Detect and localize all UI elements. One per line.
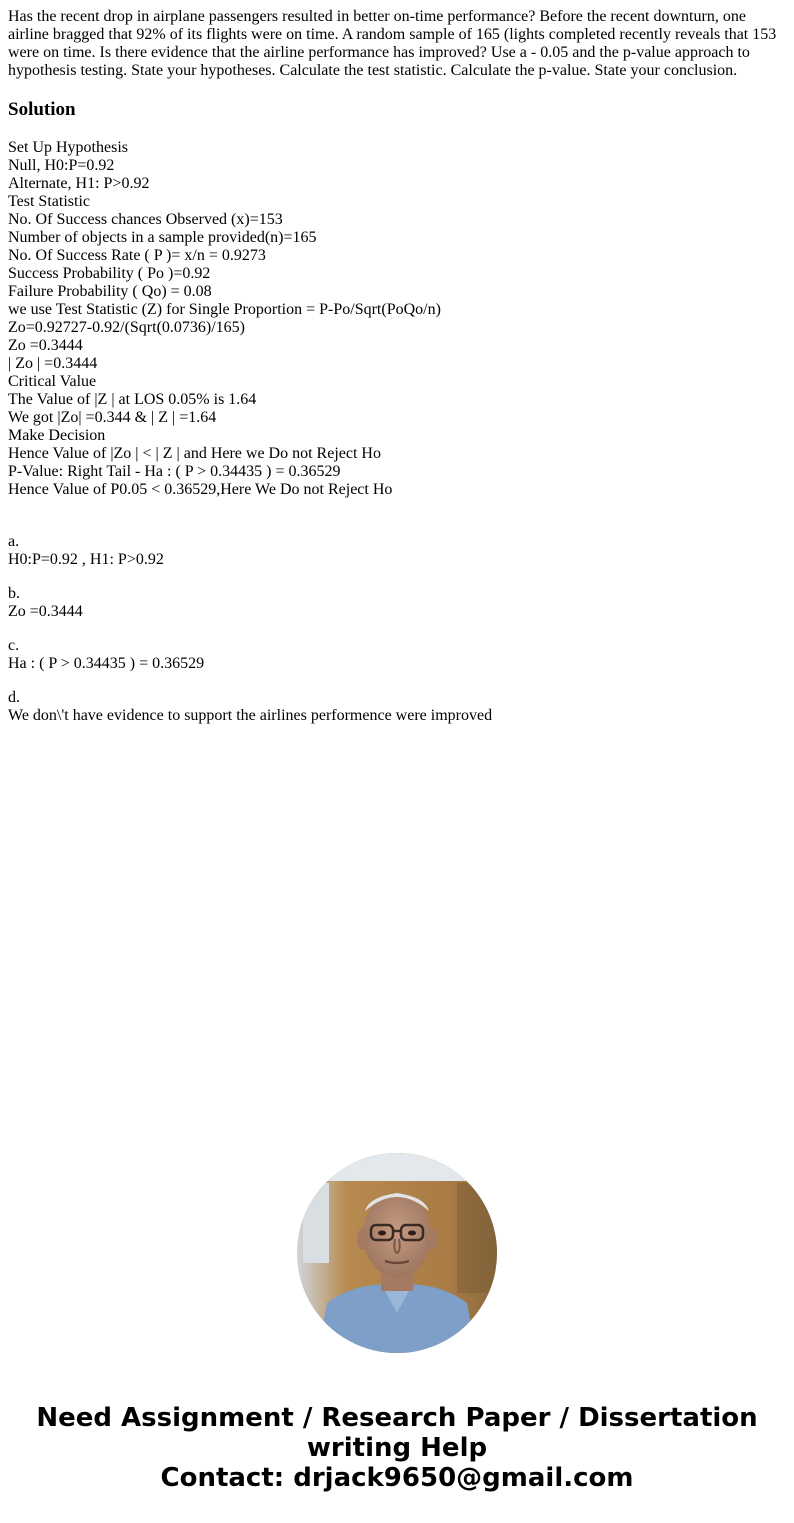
banner-contact: Contact: drjack9650@gmail.com bbox=[160, 1463, 634, 1493]
solution-line: Hence Value of P0.05 < 0.36529,Here We Do not Reject Ho bbox=[8, 481, 393, 498]
solution-line: No. Of Success Rate ( P )= x/n = 0.9273 bbox=[8, 247, 266, 264]
question-text: Has the recent drop in airplane passengers resulted in better on-time performance? Before the recent downturn, one airline bragged that 92% of its flights were on time. A random sample of 165 (lights completed recently reveals that 153 were on time. Is there evidence that the airline performance has improved? Use a - 0.05 and the p-value approach to hypothesis testing. State your hypotheses. Calculate the test statistic. Calculate the p-value. State your conclusion. bbox=[8, 8, 777, 79]
solution-line: Hence Value of |Zo | < | Z | and Here we Do not Reject Ho bbox=[8, 445, 381, 462]
answer-text: Zo =0.3444 bbox=[8, 603, 83, 620]
solution-line: | Zo | =0.3444 bbox=[8, 355, 98, 372]
answer-text: Ha : ( P > 0.34435 ) = 0.36529 bbox=[8, 655, 205, 672]
solution-line: Success Probability ( Po )=0.92 bbox=[8, 265, 211, 282]
solution-body bbox=[8, 139, 788, 499]
banner-line: Need Assignment / Research Paper / Dissertation bbox=[36, 1403, 758, 1433]
answer-text: We don\'t have evidence to support the airlines performence were improved bbox=[8, 707, 493, 724]
answer-label: c. bbox=[8, 637, 20, 654]
help-banner bbox=[0, 1403, 794, 1493]
solution-line: Zo =0.3444 bbox=[8, 337, 83, 354]
solution-line: Null, H0:P=0.92 bbox=[8, 157, 115, 174]
solution-line: Number of objects in a sample provided(n)=165 bbox=[8, 229, 317, 246]
solution-line: we use Test Statistic (Z) for Single Proportion = P-Po/Sqrt(PoQo/n) bbox=[8, 301, 441, 318]
answer-text: H0:P=0.92 , H1: P>0.92 bbox=[8, 551, 164, 568]
solution-line: Critical Value bbox=[8, 373, 97, 390]
solution-line: We got |Zo| =0.344 & | Z | =1.64 bbox=[8, 409, 217, 426]
solution-line: The Value of |Z | at LOS 0.05% is 1.64 bbox=[8, 391, 257, 408]
answer-label: b. bbox=[8, 585, 20, 602]
solution-line: P-Value: Right Tail - Ha : ( P > 0.34435 ) = 0.36529 bbox=[8, 463, 341, 480]
solution-line: Test Statistic bbox=[8, 193, 90, 210]
solution-line: Set Up Hypothesis bbox=[8, 139, 128, 156]
answer-b bbox=[8, 585, 788, 621]
answer-label: a. bbox=[8, 533, 20, 550]
solution-line: Alternate, H1: P>0.92 bbox=[8, 175, 150, 192]
avatar bbox=[297, 1153, 497, 1353]
answers-list bbox=[8, 533, 788, 741]
solution-line: No. Of Success chances Observed (x)=153 bbox=[8, 211, 283, 228]
answer-label: d. bbox=[8, 689, 20, 706]
solution-line: Failure Probability ( Qo) = 0.08 bbox=[8, 283, 212, 300]
answer-a bbox=[8, 533, 788, 569]
solution-heading: Solution bbox=[8, 99, 76, 120]
solution-line: Zo=0.92727-0.92/(Sqrt(0.0736)/165) bbox=[8, 319, 245, 336]
avatar-portrait bbox=[297, 1153, 497, 1353]
banner-line: writing Help bbox=[306, 1433, 488, 1463]
answer-c bbox=[8, 637, 788, 673]
answer-d bbox=[8, 689, 788, 725]
solution-line: Make Decision bbox=[8, 427, 106, 444]
